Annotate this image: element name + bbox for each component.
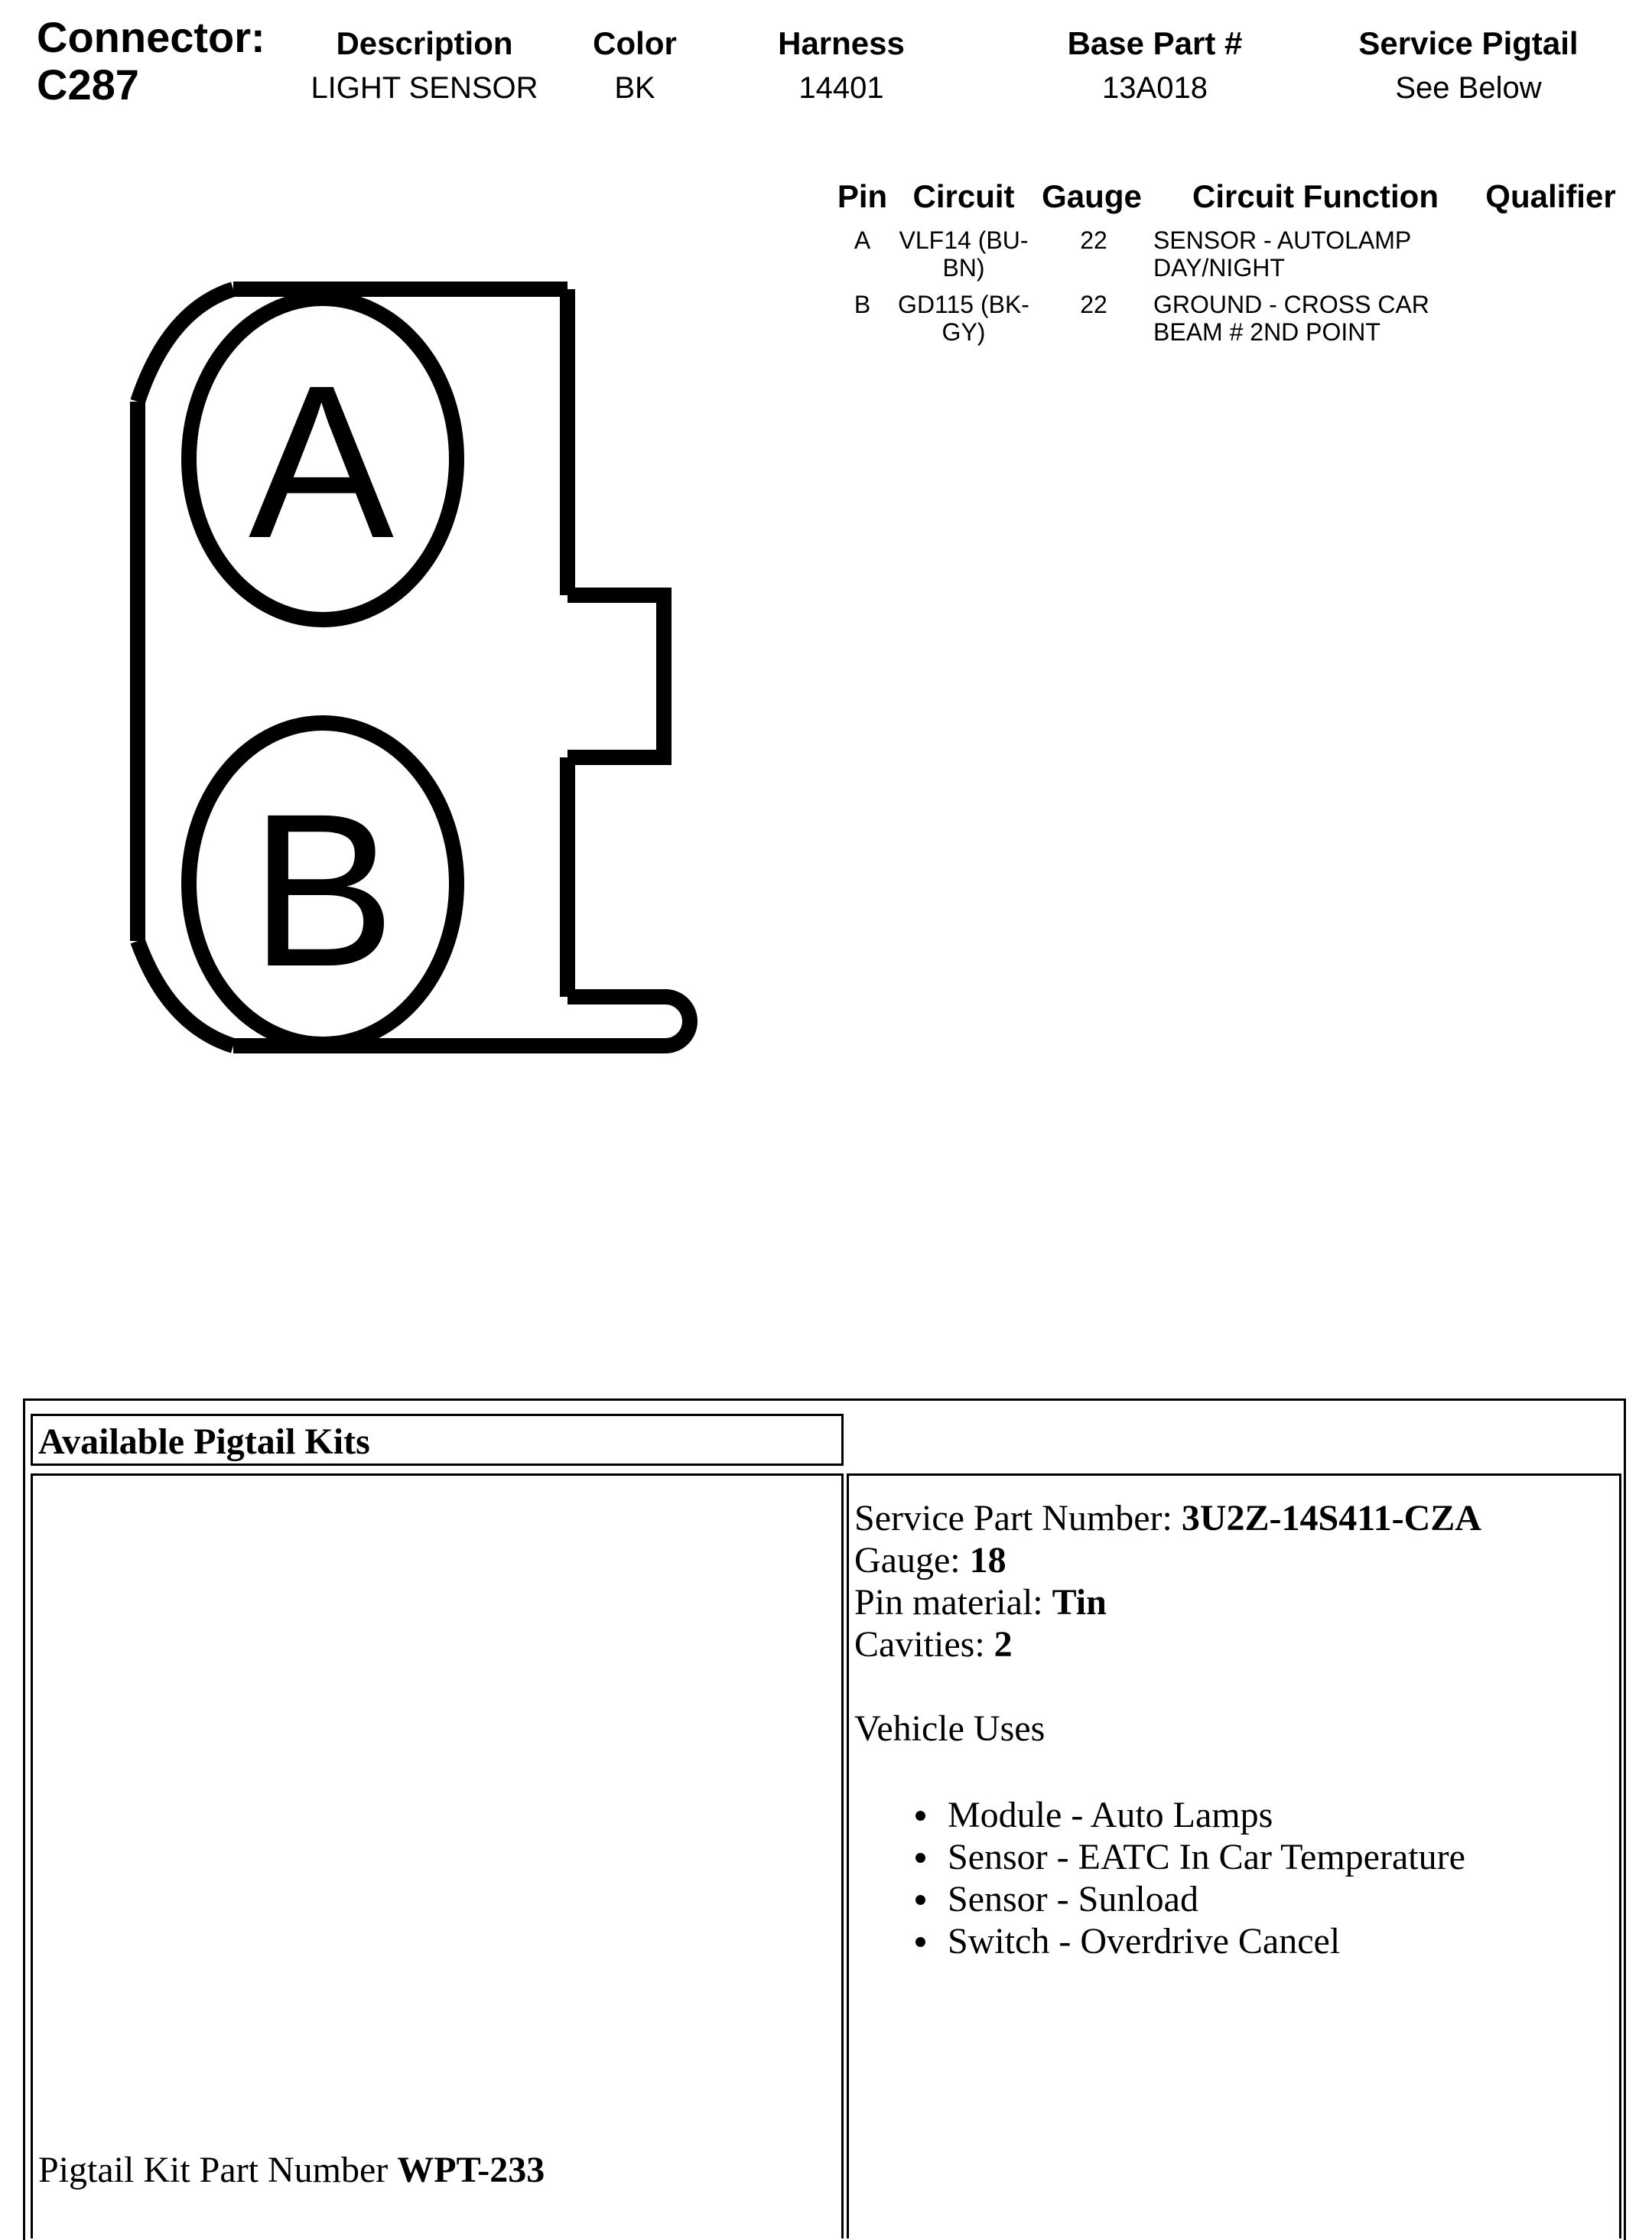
pigtail-image-cell — [31, 1473, 844, 2238]
header-base-part: Base Part # — [1067, 25, 1243, 61]
pin-row-a-function — [1153, 226, 1475, 282]
pin-row-a-circuit-line1: VLF14 (BU- — [899, 226, 1029, 254]
pin-row-b-circuit — [880, 291, 1048, 346]
pin-header-gauge: Gauge — [1042, 178, 1142, 214]
vehicle-use-text: Sensor - Sunload — [948, 1879, 1198, 1919]
pin-header-circuit: Circuit — [912, 178, 1015, 214]
connector-label: Connector: — [37, 13, 265, 61]
pigtail-kit-label: Pigtail Kit Part Number — [38, 2150, 398, 2190]
pigtail-kit-value: WPT-233 — [397, 2150, 545, 2190]
header-harness: Harness — [778, 25, 905, 61]
vehicle-use-text: Module - Auto Lamps — [948, 1795, 1273, 1835]
pin-row-b-function-line1: GROUND - CROSS CAR — [1153, 291, 1429, 318]
pin-row-b-circuit-line1: GD115 (BK- — [898, 291, 1029, 318]
value-service-pigtail: See Below — [1395, 71, 1542, 105]
pin-row-b-function-line2: BEAM # 2ND POINT — [1153, 318, 1380, 346]
pin-row-a-pin: A — [854, 226, 871, 254]
list-item — [854, 1878, 1619, 1920]
pin-row-b-gauge: 22 — [1080, 291, 1107, 318]
pin-material-value: Tin — [1052, 1582, 1107, 1623]
pigtail-title-cell — [31, 1414, 844, 1466]
header-service-pigtail: Service Pigtail — [1358, 25, 1579, 61]
pigtail-title: Available Pigtail Kits — [38, 1421, 370, 1462]
vehicle-use-text: Sensor - EATC In Car Temperature — [948, 1837, 1465, 1877]
bullet-icon — [915, 1937, 925, 1947]
pigtail-gauge-value: 18 — [969, 1540, 1006, 1581]
list-item — [854, 1836, 1619, 1878]
pin-material-label: Pin material: — [854, 1582, 1052, 1623]
pin-row-a-gauge: 22 — [1080, 226, 1107, 254]
pin-row-a-function-line2: DAY/NIGHT — [1153, 254, 1285, 282]
service-part-value: 3U2Z-14S411-CZA — [1181, 1498, 1481, 1538]
pin-row-b-pin: B — [854, 291, 871, 318]
value-color: BK — [614, 71, 655, 105]
bullet-icon — [915, 1895, 925, 1905]
vehicle-use-text: Switch - Overdrive Cancel — [948, 1921, 1341, 1962]
pigtail-gauge-label: Gauge: — [854, 1540, 970, 1581]
value-base-part: 13A018 — [1102, 71, 1208, 105]
list-item — [854, 1794, 1619, 1836]
connector-latch — [567, 595, 664, 757]
value-harness: 14401 — [798, 71, 884, 105]
cavity-a-label: A — [248, 340, 395, 584]
pin-header-function: Circuit Function — [1192, 178, 1439, 214]
pigtail-kit-number — [38, 2149, 545, 2191]
vehicle-uses-list — [854, 1794, 1619, 1962]
pin-row-b-function — [1153, 291, 1475, 346]
vehicle-uses-heading: Vehicle Uses — [854, 1708, 1046, 1749]
bullet-icon — [915, 1853, 925, 1863]
pin-header-pin: Pin — [837, 178, 888, 214]
service-part-number — [854, 1497, 1619, 1539]
cavities-label: Cavities: — [854, 1624, 994, 1665]
header-color: Color — [593, 25, 677, 61]
pin-header-qualifier: Qualifier — [1485, 178, 1616, 214]
pin-row-b-circuit-line2: GY) — [941, 318, 986, 346]
pin-row-a-circuit — [880, 226, 1048, 282]
cavities-value: 2 — [993, 1624, 1013, 1665]
cavity-b-label: B — [249, 769, 396, 1012]
connector-face-diagram — [0, 0, 765, 1109]
service-part-label: Service Part Number: — [854, 1498, 1182, 1538]
connector-id: C287 — [37, 60, 139, 109]
pin-material — [854, 1581, 1619, 1623]
cavities — [854, 1623, 1619, 1665]
list-item — [854, 1920, 1619, 1962]
value-description: LIGHT SENSOR — [311, 71, 538, 105]
pin-row-a-circuit-line2: BN) — [942, 254, 985, 282]
pin-row-a-function-line1: SENSOR - AUTOLAMP — [1153, 226, 1412, 254]
header-description: Description — [336, 25, 513, 61]
bullet-icon — [915, 1811, 925, 1821]
pigtail-details-cell — [847, 1473, 1621, 2238]
pigtail-gauge — [854, 1539, 1619, 1581]
